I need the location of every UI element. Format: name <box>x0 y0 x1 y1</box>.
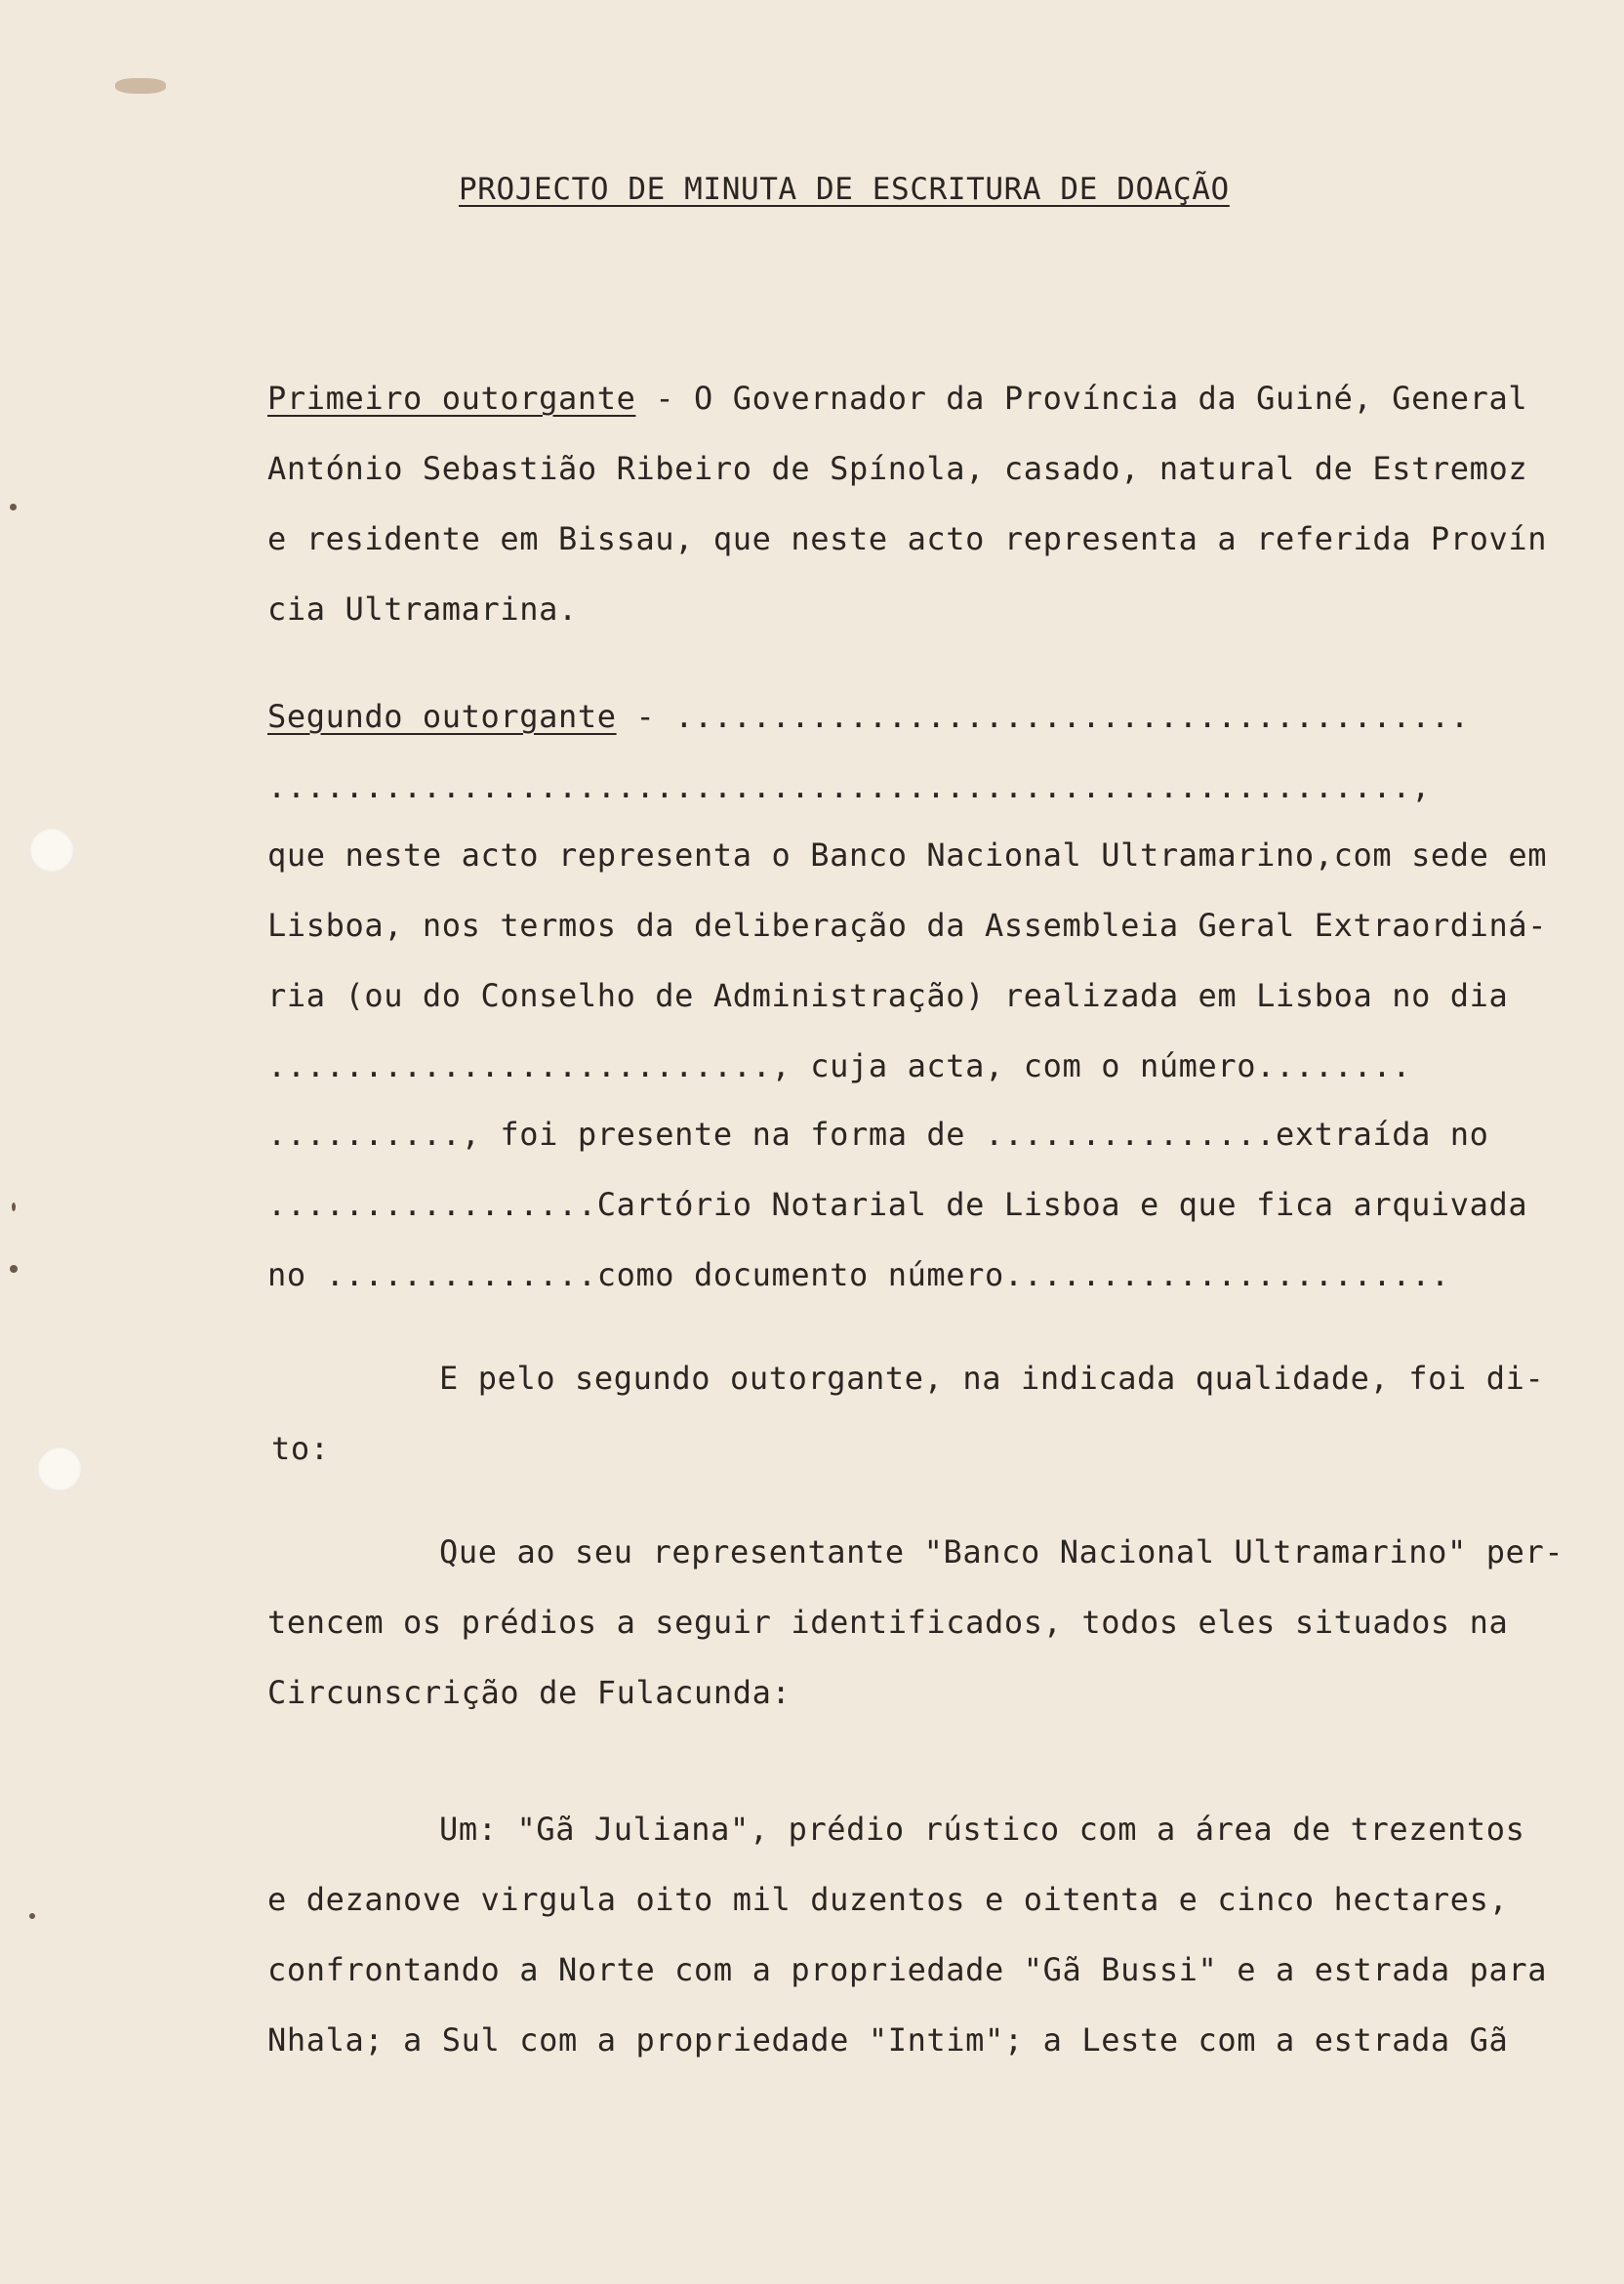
predios-line-1: Que ao seu representante "Banco Nacional Ultramarino" per- <box>439 1533 1564 1570</box>
um-line-1: Um: "Gã Juliana", prédio rústico com a área de trezentos <box>439 1811 1525 1848</box>
segundo-line-1 <box>267 697 1470 736</box>
segundo-line-3: que neste acto representa o Banco Nacional Ultramarino,com sede em <box>267 836 1548 874</box>
punch-hole-bottom <box>37 1447 82 1491</box>
primeiro-line-2: António Sebastião Ribeiro de Spínola, casado, natural de Estremoz <box>267 450 1528 487</box>
primeiro-line-4: cia Ultramarina. <box>267 591 578 628</box>
paper-speck <box>10 1265 18 1273</box>
segundo-line-9: no ..............como documento número....................... <box>267 1256 1450 1293</box>
um-line-3: confrontando a Norte com a propriedade "Gã Bussi" e a estrada para <box>267 1951 1548 1988</box>
primeiro-label: Primeiro outorgante <box>267 380 636 417</box>
segundo-text: - ......................................... <box>616 698 1470 735</box>
primeiro-line-3: e residente em Bissau, que neste acto representa a referida Provín <box>267 520 1548 557</box>
um-line-4: Nhala; a Sul com a propriedade "Intim"; a Leste com a estrada Gã <box>267 2021 1509 2059</box>
predios-line-3: Circunscrição de Fulacunda: <box>267 1674 792 1711</box>
dito-line-2: to: <box>271 1430 330 1467</box>
dito-line-1: E pelo segundo outorgante, na indicada qualidade, foi di- <box>439 1360 1545 1397</box>
segundo-label: Segundo outorgante <box>267 698 617 735</box>
predios-line-2: tencem os prédios a seguir identificados, todos eles situados na <box>267 1604 1509 1641</box>
segundo-line-7: .........., foi presente na forma de ...............extraída no <box>267 1116 1489 1153</box>
primeiro-text: - O Governador da Província da Guiné, General <box>635 380 1528 417</box>
um-line-2: e dezanove virgula oito mil duzentos e oitenta e cinco hectares, <box>267 1881 1509 1918</box>
segundo-line-6: .........................., cuja acta, com o número........ <box>267 1047 1412 1084</box>
primeiro-line-1 <box>267 379 1527 418</box>
segundo-line-8: .................Cartório Notarial de Lisboa e que fica arquivada <box>267 1186 1528 1223</box>
paper-speck <box>10 504 17 510</box>
paper-speck <box>29 1913 35 1919</box>
punch-hole-top <box>29 828 74 873</box>
document-title: PROJECTO DE MINUTA DE ESCRITURA DE DOAÇÃO <box>459 172 1230 207</box>
segundo-line-2: ..........................................................., <box>267 768 1431 805</box>
paper-speck <box>12 1203 16 1211</box>
segundo-line-4: Lisboa, nos termos da deliberação da Assembleia Geral Extraordiná- <box>267 907 1548 944</box>
segundo-line-5: ria (ou do Conselho de Administração) realizada em Lisboa no dia <box>267 977 1509 1014</box>
rust-stain <box>115 78 166 94</box>
